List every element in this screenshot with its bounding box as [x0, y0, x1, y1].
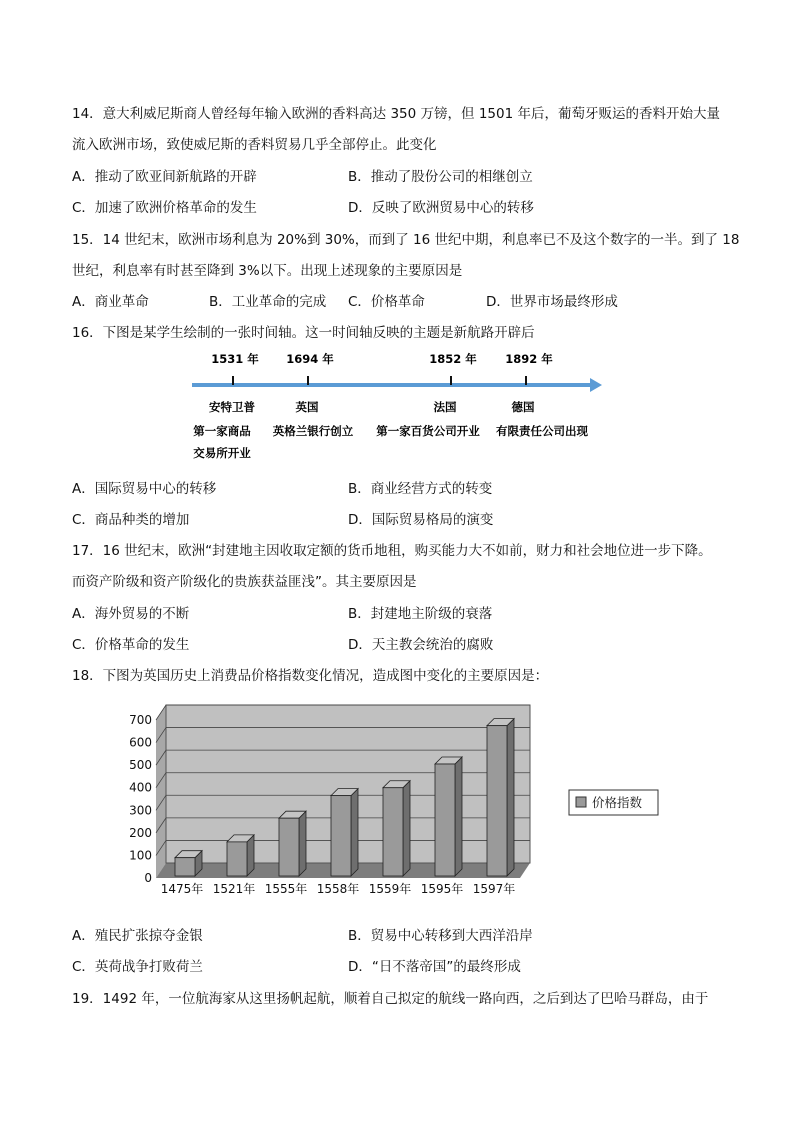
timeline-year: 1892 年 — [505, 352, 553, 366]
q17-stem-line2: 而资产阶级和资产阶级化的贵族获益匪浅”。其主要原因是 — [72, 574, 417, 590]
timeline-event: 第一家商品 — [193, 424, 251, 438]
q14-option-c[interactable]: C．加速了欧洲价格革命的发生 — [72, 200, 257, 216]
q18-option-a[interactable]: A．殖民扩张掠夺金银 — [72, 928, 203, 944]
x-tick-label: 1595年 — [420, 882, 464, 896]
price-index-chart — [0, 692, 794, 912]
timeline-place: 安特卫普 — [209, 400, 255, 414]
q15-option-c[interactable]: C．价格革命 — [348, 294, 425, 310]
q16-option-a[interactable]: A．国际贸易中心的转移 — [72, 481, 217, 497]
y-tick-label: 400 — [129, 780, 152, 795]
q14-option-b[interactable]: B．推动了股份公司的相继创立 — [348, 169, 533, 185]
q18-option-d[interactable]: D．“日不落帝国”的最终形成 — [348, 959, 521, 975]
q17-option-a[interactable]: A．海外贸易的不断 — [72, 606, 190, 622]
q15-stem-line2: 世纪，利息率有时甚至降到 3%以下。出现上述现象的主要原因是 — [72, 263, 463, 279]
q17-option-c[interactable]: C．价格革命的发生 — [72, 637, 190, 653]
timeline-year: 1531 年 — [211, 352, 259, 366]
legend-swatch — [576, 797, 586, 807]
q15-stem-line1: 15．14 世纪末，欧洲市场利息为 20%到 30%，而到了 16 世纪中期，利息率已不及这个数字的一半。到了 18 — [72, 232, 740, 248]
q18-option-b[interactable]: B．贸易中心转移到大西洋沿岸 — [348, 928, 533, 944]
q15-option-d[interactable]: D．世界市场最终形成 — [486, 294, 618, 310]
q19-stem-line1: 19．1492 年，一位航海家从这里扬帆起航，顺着自己拟定的航线一路向西，之后到达了巴哈马群岛，由于 — [72, 991, 709, 1007]
timeline-event: 交易所开业 — [193, 446, 251, 460]
bar-side — [299, 811, 306, 876]
q15-option-b[interactable]: B．工业革命的完成 — [209, 294, 327, 310]
q15-option-a[interactable]: A．商业革命 — [72, 294, 149, 310]
q17-option-b[interactable]: B．封建地主阶级的衰落 — [348, 606, 493, 622]
bar — [279, 818, 299, 876]
q16-option-b[interactable]: B．商业经营方式的转变 — [348, 481, 493, 497]
bar — [227, 842, 247, 876]
timeline-arrow-icon — [590, 378, 602, 392]
timeline-place: 德国 — [511, 400, 535, 414]
y-tick-label: 200 — [129, 825, 152, 840]
x-tick-label: 1555年 — [264, 882, 308, 896]
q17-stem-line1: 17．16 世纪末，欧洲“封建地主因收取定额的货币地租，购买能力大不如前，财力和社会地位进一步下降。 — [72, 543, 712, 559]
q17-option-d[interactable]: D．天主教会统治的腐败 — [348, 637, 494, 653]
x-tick-label: 1597年 — [472, 882, 516, 896]
x-tick-label: 1475年 — [160, 882, 204, 896]
q14-stem-line2: 流入欧洲市场，致使威尼斯的香料贸易几乎全部停止。此变化 — [72, 137, 437, 153]
timeline-place: 法国 — [433, 400, 457, 414]
y-tick-label: 500 — [129, 758, 152, 773]
x-tick-label: 1559年 — [368, 882, 412, 896]
timeline-event: 英格兰银行创立 — [272, 424, 354, 438]
q16-stem: 16．下图是某学生绘制的一张时间轴。这一时间轴反映的主题是新航路开辟后 — [72, 325, 535, 341]
bar — [487, 726, 507, 876]
timeline-year: 1694 年 — [286, 352, 334, 366]
q18-option-c[interactable]: C．英荷战争打败荷兰 — [72, 959, 203, 975]
timeline-place: 英国 — [295, 400, 319, 414]
y-tick-label: 700 — [129, 713, 152, 727]
legend-label: 价格指数 — [592, 795, 643, 810]
q14-stem-line1: 14．意大利威尼斯商人曾经每年输入欧洲的香料高达 350 万镑，但 1501 年后，葡萄牙贩运的香料开始大量 — [72, 106, 720, 122]
q14-option-d[interactable]: D．反映了欧洲贸易中心的转移 — [348, 200, 534, 216]
bar — [175, 858, 195, 876]
q14-option-a[interactable]: A．推动了欧亚间新航路的开辟 — [72, 169, 257, 185]
timeline-event: 有限责任公司出现 — [496, 424, 588, 438]
y-tick-label: 0 — [144, 871, 152, 885]
bar — [331, 796, 351, 876]
x-tick-label: 1558年 — [316, 882, 360, 896]
q16-option-c[interactable]: C．商品种类的增加 — [72, 512, 190, 528]
y-tick-label: 300 — [129, 803, 152, 818]
timeline-figure — [0, 345, 794, 465]
bar-side — [507, 719, 514, 876]
q18-stem: 18．下图为英国历史上消费品价格指数变化情况，造成图中变化的主要原因是： — [72, 668, 549, 684]
chart-side-wall — [156, 705, 166, 878]
x-tick-label: 1521年 — [212, 882, 256, 896]
y-tick-label: 600 — [129, 735, 152, 750]
q16-option-d[interactable]: D．国际贸易格局的演变 — [348, 512, 494, 528]
bar-side — [351, 789, 358, 876]
bar-side — [455, 757, 462, 876]
y-tick-label: 100 — [129, 848, 152, 863]
bar — [435, 764, 455, 876]
timeline-event: 第一家百货公司开业 — [376, 424, 480, 438]
bar — [383, 788, 403, 876]
bar-side — [403, 781, 410, 876]
timeline-year: 1852 年 — [429, 352, 477, 366]
